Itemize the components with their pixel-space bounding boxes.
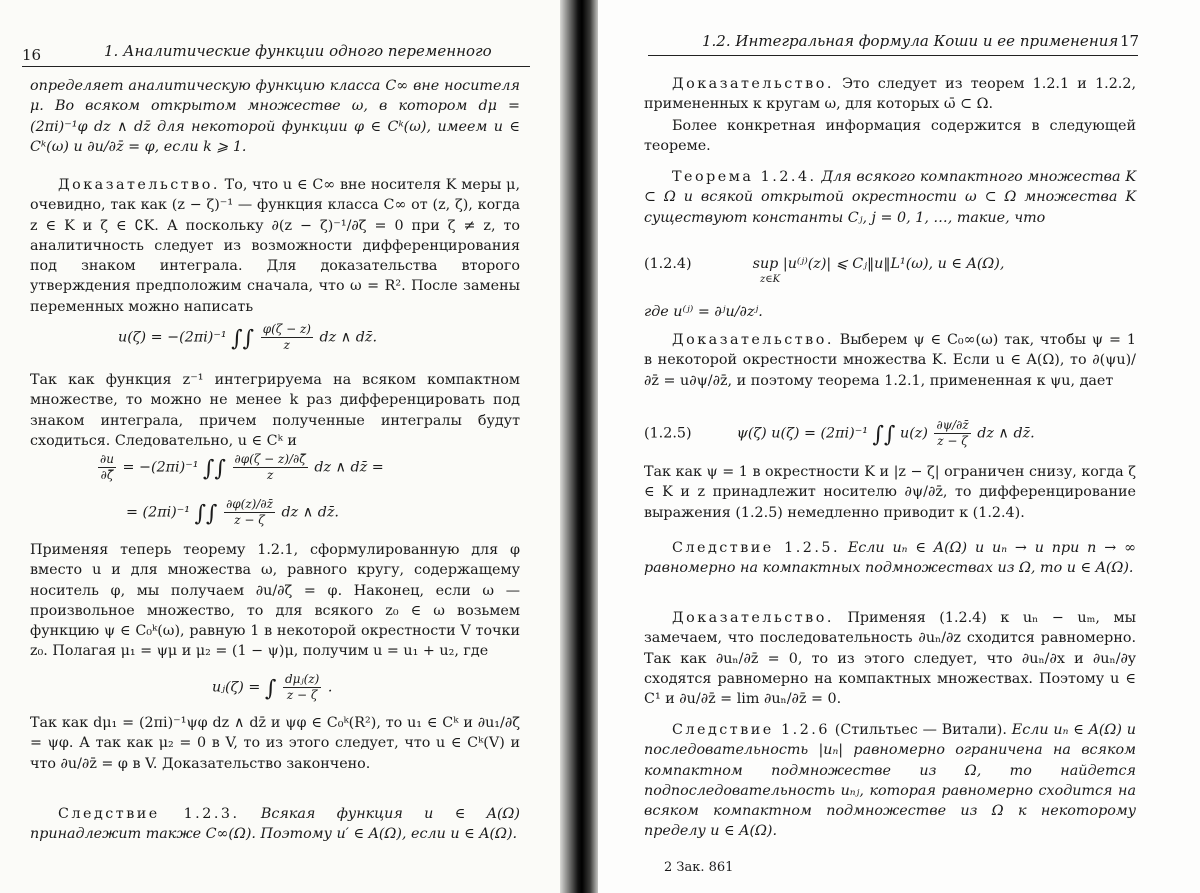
equation-1-2-4	[644, 256, 1004, 272]
double-integral-symbol: ∫∫	[203, 456, 226, 482]
proof-label: Доказательство.	[672, 610, 834, 626]
where-definition: где u⁽ʲ⁾ = ∂ʲu/∂zʲ.	[644, 304, 763, 320]
equation-u-zeta	[118, 322, 377, 353]
proof-text: Это следует из теорем 1.2.1 и 1.2.2, примененных к кругам ω, для которых ω̄ ⊂ Ω.	[644, 76, 1136, 113]
proof-text: То, что u ∈ C∞ вне носителя K меры μ, очевидно, так как (z − ζ)⁻¹ — функция класса C∞ от (z, ζ), когда z ∈ K и ζ ∈ ∁K. А поскольку ∂(z − ζ)⁻¹/∂ζ̄ = 0 при ζ ≠ z, то аналитичность следует из возможности дифференцирования под знаком интеграла. Для доказательства второго утверждения предположим сначала, что ω = R². После замены переменных можно написать	[30, 177, 520, 315]
equation-du-dzeta	[96, 452, 384, 483]
running-head: 1.2. Интегральная формула Коши и ее применения	[702, 32, 1119, 50]
corollary-text: Всякая функция u ∈ A(Ω) принадлежит также C∞(Ω). Поэтому u′ ∈ A(Ω), если u ∈ A(Ω).	[30, 806, 520, 843]
corollary-1-2-6	[644, 720, 1136, 842]
eq125-tail: dz ∧ dz̄.	[977, 425, 1035, 442]
corollary-label: Следствие 1.2.3.	[58, 806, 240, 822]
paragraph-so-since: Так как dμ₁ = (2πi)⁻¹ψφ dz ∧ dz̄ и ψφ ∈ C₀ᵏ(R²), то u₁ ∈ Cᵏ и ∂u₁/∂ζ̄ = ψφ. А так как μ₂ = 0 в V, то из этого следует, что u ∈ Cᵏ(V) и что ∂u/∂z̄ = φ в V. Доказательство закончено.	[30, 715, 520, 772]
paragraph-more-info: Более конкретная информация содержится в следующей теореме.	[644, 118, 1136, 155]
corollary-text: Если uₙ ∈ A(Ω) и uₙ → u при n → ∞ равномерно на компактных подмножествах из Ω, то u ∈ A(Ω).	[644, 540, 1136, 577]
page-number: 17	[1120, 32, 1140, 50]
theorem-text: Для всякого компактного множества K ⊂ Ω и всякой открытой окрестности ω ⊂ Ω множества K существуют константы Cⱼ, j = 0, 1, …, такие, что	[644, 169, 1137, 226]
printer-signature: 2 Зак. 861	[664, 860, 734, 875]
proof-label: Доказательство.	[58, 177, 220, 193]
equation-number: (1.2.4)	[644, 256, 692, 272]
eq3-tail: dz ∧ dz̄.	[281, 504, 339, 521]
equation-uj	[212, 672, 332, 703]
equation-1-2-5	[644, 418, 1035, 449]
equation-number: (1.2.5)	[644, 425, 692, 442]
paragraph-integrable: Так как функция z⁻¹ интегрируема на всяком компактном множестве, то можно не менее k раз дифференцировать под знаком интеграла, причем полученные интегралы будут сходиться. Следовательно, u ∈ Cᵏ и	[30, 372, 520, 449]
eq2-mid: = −(2πi)⁻¹	[122, 459, 199, 476]
corollary-1-2-3	[30, 804, 520, 845]
proof-paragraph-2	[644, 330, 1136, 391]
eq125-mid: u(z)	[900, 425, 928, 442]
eq124-body: sup |u⁽ʲ⁾(z)| ⩽ Cⱼ‖u‖L¹(ω), u ∈ A(Ω),	[752, 256, 1005, 272]
eq3-fraction: $\frac{\partial\varphi(z)/\partial z̄}{z - \zeta}$	[226, 497, 273, 527]
proof-text: Выберем ψ ∈ C₀∞(ω) так, чтобы ψ = 1 в некоторой окрестности множества K. Если u ∈ A(Ω), то ∂(ψu)/∂z̄ = u∂ψ/∂z̄, и поэтому теорема 1.2.1, примененная к ψu, дает	[644, 332, 1136, 389]
continued-paragraph: определяет аналитическую функцию класса C∞ вне носителя μ. Во всяком открытом множестве ω, в котором dμ = (2πi)⁻¹φ dz ∧ dz̄ для некоторой функции φ ∈ Cᵏ(ω), имеем u ∈ Cᵏ(ω) и ∂u/∂z̄ = φ, если k ⩾ 1.	[30, 78, 520, 155]
theorem-label: Теорема 1.2.4.	[672, 169, 817, 185]
eq1-lhs: u(ζ) = −(2πi)⁻¹	[118, 329, 227, 346]
book-gutter	[560, 0, 600, 893]
double-integral-symbol: ∫∫	[872, 422, 896, 448]
proof-label: Доказательство.	[672, 332, 834, 348]
integral-symbol: ∫	[264, 676, 277, 702]
corollary-1-2-5	[644, 538, 1136, 579]
eq2-fraction: $\frac{\partial\varphi(\zeta - z)/\partial\zetā}{z}$	[234, 452, 306, 482]
paragraph-applying: Применяя теперь теорему 1.2.1, сформулированную для φ вместо u и для множества ω, равного кругу, содержащему носитель φ, мы получаем ∂u/∂ζ̄ = φ. Наконец, если ω — произвольное множество, то для всякого z₀ ∈ ω возьмем функцию ψ ∈ C₀ᵏ(ω), равную 1 в некоторой окрестности V точки z₀. Полагая μ₁ = ψμ и μ₂ = (1 − ψ)μ, получим u = u₁ + u₂, где	[30, 542, 520, 660]
left-page	[0, 0, 565, 893]
double-integral-symbol: ∫∫	[194, 501, 218, 527]
theorem-1-2-4	[644, 167, 1136, 228]
header-rule	[22, 66, 530, 67]
double-integral-symbol: ∫∫	[231, 326, 255, 352]
eq3-lhs: = (2πi)⁻¹	[126, 504, 191, 521]
corollary-paren: (Стильтьес — Витали).	[829, 722, 1007, 738]
proof-label: Доказательство.	[672, 76, 834, 92]
eq2-lhs-fraction: $\frac{\partial u}{\partial\zetā}$	[100, 452, 114, 482]
eq1-fraction: $\frac{\varphi(\zeta - z)}{z}$	[262, 322, 311, 352]
corollary-text: Если uₙ ∈ A(Ω) и последовательность |uₙ| равномерно ограничена на всяком компактном подмножестве из Ω, то найдется подпоследовательность uₙⱼ, которая равномерно сходится на всяком компактном подмножестве из Ω к некоторому пределу u ∈ A(Ω).	[644, 722, 1136, 840]
eq2-tail: dz ∧ dz̄ =	[314, 459, 384, 476]
corollary-label: Следствие 1.2.6	[672, 722, 830, 738]
proof-paragraph	[30, 175, 520, 317]
equation-second-line	[126, 497, 339, 528]
page-number: 16	[22, 46, 42, 64]
eq125-fraction: $\frac{\partial\psi/\partial z̄}{z - \zeta}$	[936, 418, 969, 448]
eq4-lhs: uⱼ(ζ) =	[212, 679, 261, 696]
eq4-tail: .	[327, 679, 333, 696]
eq4-fraction: $\frac{\text{dμⱼ(z)}}{z - \zeta}$	[284, 672, 320, 702]
proof-paragraph-1	[644, 74, 1136, 115]
proof-paragraph-3	[644, 608, 1136, 709]
running-head: 1. Аналитические функции одного переменного	[104, 42, 492, 60]
paragraph-since-psi: Так как ψ = 1 в окрестности K и |z − ζ| ограничен снизу, когда ζ ∈ K и z принадлежит носителю ∂ψ/∂z̄, то дифференцирование выражения (1.2.5) немедленно приводит к (1.2.4).	[644, 464, 1136, 521]
eq124-subscript: z∈K	[760, 274, 781, 285]
eq125-lhs: ψ(ζ) u(ζ) = (2πi)⁻¹	[736, 425, 868, 442]
corollary-label: Следствие 1.2.5.	[672, 540, 841, 556]
header-rule	[648, 55, 1138, 56]
proof-text: Применяя (1.2.4) к uₙ − uₘ, мы замечаем, что последовательность ∂uₙ/∂z сходится равномерно. Так как ∂uₙ/∂z̄ = 0, то из этого следует, что ∂uₙ/∂x и ∂uₙ/∂y сходятся равномерно на компактных множествах. Поэтому u ∈ C¹ и ∂u/∂z̄ = lim ∂uₙ/∂z̄ = 0.	[644, 610, 1136, 708]
right-page	[598, 0, 1200, 893]
eq1-tail: dz ∧ dz̄.	[319, 329, 377, 346]
